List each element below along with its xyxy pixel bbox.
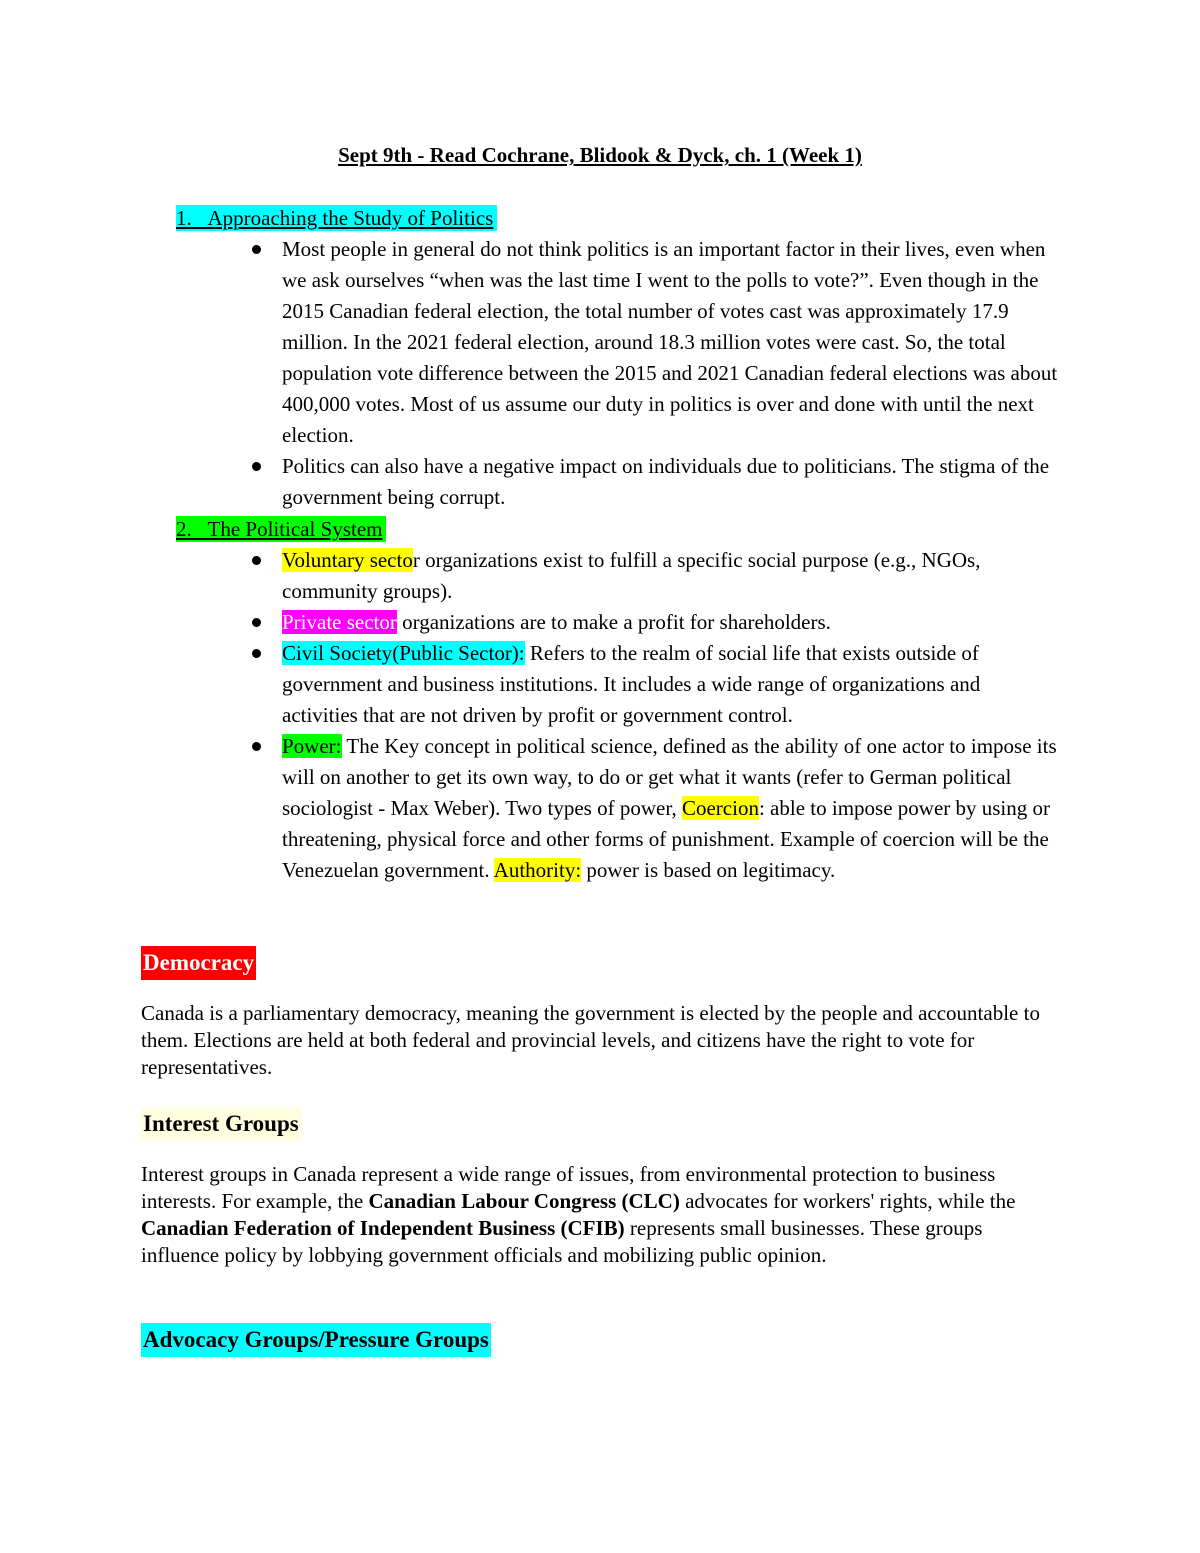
term-civil-society: Civil Society(Public Sector): <box>282 641 525 665</box>
bullet-icon <box>252 742 261 751</box>
list-item <box>248 731 1058 886</box>
list-item <box>248 607 1058 638</box>
interest-groups-paragraph <box>141 1161 1051 1269</box>
bullet-icon <box>252 649 261 658</box>
section-2-heading <box>176 516 386 542</box>
section-2-title: The Political System <box>207 517 383 541</box>
list-item <box>248 234 1058 451</box>
term-authority: Authority: <box>493 858 582 882</box>
democracy-paragraph: Canada is a parliamentary democracy, meaning the government is elected by the people and accountable to them. Elections are held at both federal and provincial levels, and citizens have the right to vote for representatives. <box>141 1001 1040 1079</box>
bullet-icon <box>252 245 261 254</box>
democracy-heading: Democracy <box>141 946 256 980</box>
bullet-text: Politics can also have a negative impact on individuals due to politicians. The stigma of the government being corrupt. <box>282 454 1050 509</box>
bullet-text: Refers to the realm of social life that exists outside of government and business institutions. It includes a wide range of organizations and activities that are not driven by profit or government control. <box>282 641 981 727</box>
bullet-icon <box>252 618 261 627</box>
section-2-list <box>248 545 1058 886</box>
advocacy-heading: Advocacy Groups/Pressure Groups <box>141 1323 491 1357</box>
paragraph-text: Interest groups in Canada represent a wide range of issues, from environmental protection to business interests. For example, the <box>141 1162 996 1213</box>
term-power: Power: <box>282 734 342 758</box>
bullet-text: r organizations exist to fulfill a specific social purpose (e.g., NGOs, community groups). <box>282 548 981 603</box>
bullet-text: organizations are to make a profit for shareholders. <box>396 610 831 634</box>
section-1-heading <box>176 205 497 231</box>
list-item <box>248 451 1058 513</box>
bullet-text: : able to impose power by using or threatening, physical force and other forms of punishment. Example of coercion will be the Venezuelan government. <box>282 796 1051 882</box>
section-1-number: 1. <box>176 206 192 230</box>
paragraph-text: represents small businesses. These groups influence policy by lobbying government officials and mobilizing public opinion. <box>141 1216 983 1267</box>
org-clc: Canadian Labour Congress (CLC) <box>368 1189 680 1213</box>
list-item <box>248 638 1058 731</box>
org-cfib: Canadian Federation of Independent Business (CFIB) <box>141 1216 625 1240</box>
bullet-text: Most people in general do not think politics is an important factor in their lives, even when we ask ourselves “when was the last time I went to the polls to vote?”. Even though in the 2015 Canadian federal election, the total number of votes cast was approximately 17.9 million. In the 2021 federal election, around 18.3 million votes were cast. So, the total population vote difference between the 2015 and 2021 Canadian federal elections was about 400,000 votes. Most of us assume our duty in politics is over and done with until the next election. <box>282 237 1058 447</box>
page-title: Sept 9th - Read Cochrane, Blidook & Dyck, ch. 1 (Week 1) <box>338 143 862 167</box>
bullet-icon <box>252 556 261 565</box>
bullet-text: The Key concept in political science, defined as the ability of one actor to impose its will on another to get its own way, to do or get what it wants (refer to German political sociologist - Max Weber). Two types of power, <box>282 734 1057 820</box>
section-1-list <box>248 234 1058 513</box>
section-2-number: 2. <box>176 517 192 541</box>
list-item <box>248 545 1058 607</box>
section-1-title: Approaching the Study of Politics <box>207 206 494 230</box>
term-voluntary-sector: Voluntary secto <box>282 548 413 572</box>
term-private-sector: Private sector <box>282 610 397 634</box>
term-coercion: Coercion <box>681 796 759 820</box>
bullet-icon <box>252 462 261 471</box>
paragraph-text: advocates for workers' rights, while the <box>679 1189 1016 1213</box>
bullet-text: power is based on legitimacy. <box>581 858 836 882</box>
interest-groups-heading: Interest Groups <box>141 1107 301 1141</box>
